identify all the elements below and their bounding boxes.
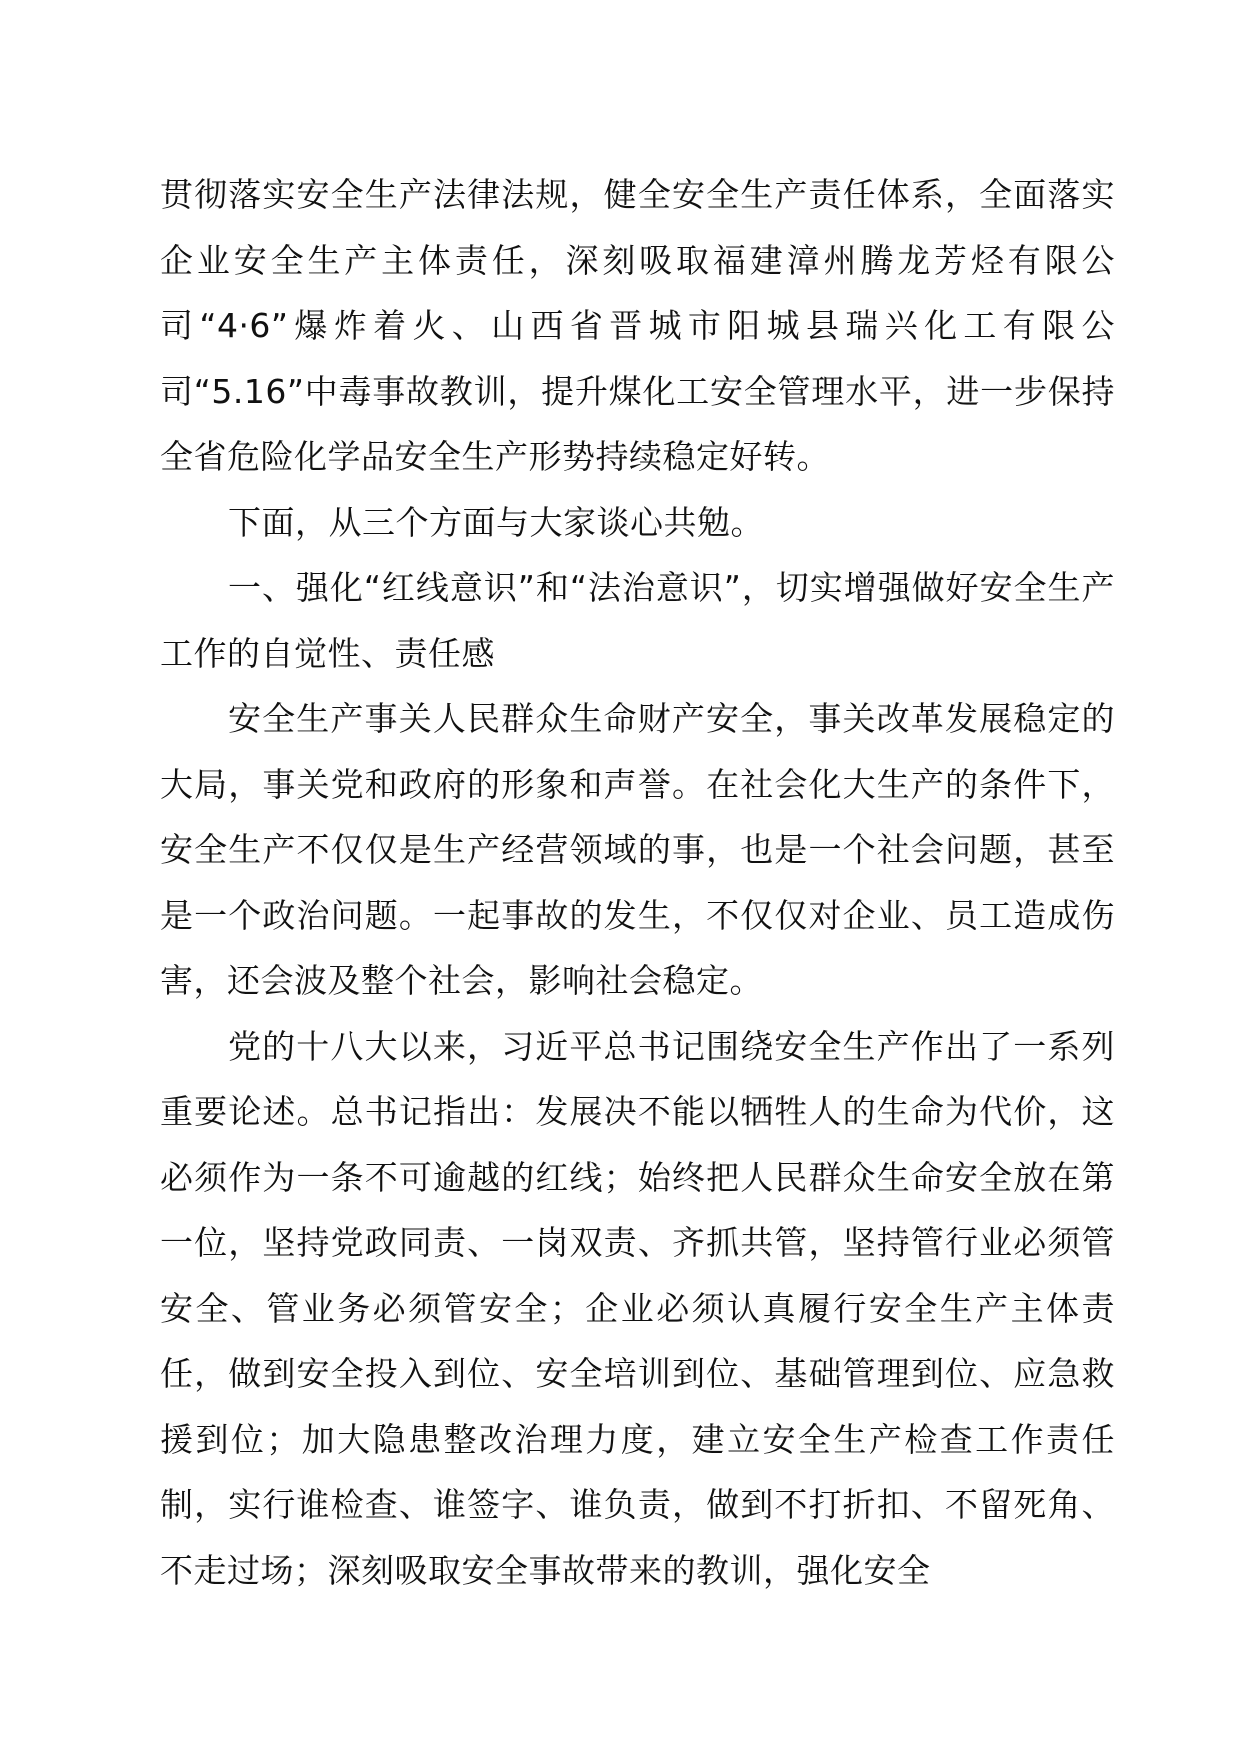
- section-heading-1: 一、强化“红线意识”和“法治意识”，切实增强做好安全生产工作的自觉性、责任感: [160, 568, 1115, 673]
- document-body: [160, 162, 1115, 1603]
- paragraph-xi-remarks: 党的十八大以来，习近平总书记围绕安全生产作出了一系列重要论述。总书记指出：发展决不能以牺牲人的生命为代价，这必须作为一条不可逾越的红线；始终把人民群众生命安全放在第一位，坚持党政同责、一岗双责、齐抓共管，坚持管行业必须管安全、管业务必须管安全；企业必须认真履行安全生产主体责任，做到安全投入到位、安全培训到位、基础管理到位、应急救援到位；加大隐患整改治理力度，建立安全生产检查工作责任制，实行谁检查、谁签字、谁负责，做到不打折扣、不留死角、不走过场；深刻吸取安全事故带来的教训，强化安全: [160, 1026, 1115, 1590]
- paragraph-intro: 下面，从三个方面与大家谈心共勉。: [228, 502, 764, 542]
- paragraph-continuation: 贯彻落实安全生产法律法规，健全安全生产责任体系，全面落实企业安全生产主体责任，深刻吸取福建漳州腾龙芳烃有限公司“4·6”爆炸着火、山西省晋城市阳城县瑞兴化工有限公司“5.16”中毒事故教训，提升煤化工安全管理水平，进一步保持全省危险化学品安全生产形势持续稳定好转。: [160, 175, 1115, 476]
- paragraph-safety-importance: 安全生产事关人民群众生命财产安全，事关改革发展稳定的大局，事关党和政府的形象和声誉。在社会化大生产的条件下，安全生产不仅仅是生产经营领域的事，也是一个社会问题，甚至是一个政治问题。一起事故的发生，不仅仅对企业、员工造成伤害，还会波及整个社会，影响社会稳定。: [160, 699, 1115, 1000]
